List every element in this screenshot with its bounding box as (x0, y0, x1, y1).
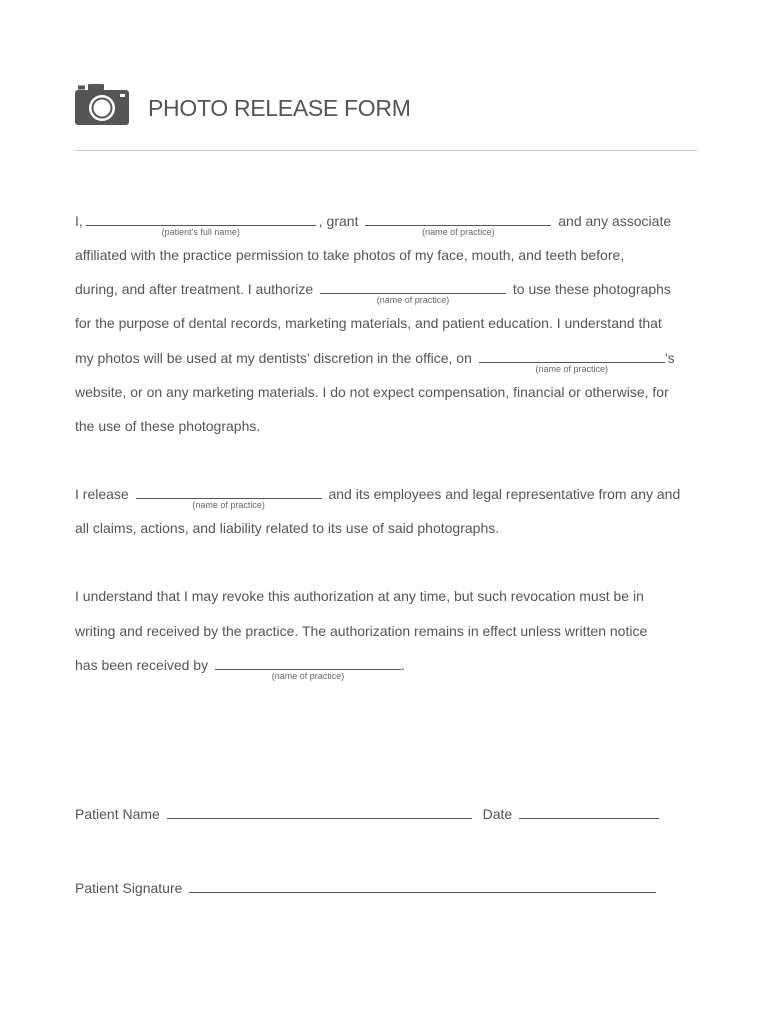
para3-line1: I understand that I may revoke this authorization at any time, but such revocation must be in (75, 588, 644, 604)
patient-signature-field[interactable] (189, 880, 656, 893)
header-divider (75, 150, 698, 151)
date-label: Date (482, 806, 513, 822)
field-hint: (name of practice) (192, 500, 265, 510)
practice-name-blank[interactable] (136, 486, 322, 510)
para1-line4: for the purpose of dental records, marketing materials, and patient education. I understand that (75, 315, 662, 331)
patient-name-label: Patient Name (75, 806, 160, 822)
field-hint: (name of practice) (422, 227, 495, 237)
practice-name-blank[interactable] (365, 213, 551, 237)
para1-line2: affiliated with the practice permission to take photos of my face, mouth, and teeth before, (75, 247, 625, 263)
patient-name-field[interactable] (167, 806, 472, 819)
date-field[interactable] (519, 806, 659, 819)
para3-line2: writing and received by the practice. The authorization remains in effect unless written notice (75, 623, 648, 639)
field-hint: (patient's full name) (161, 227, 240, 237)
para1-line3: during, and after treatment. I authorize (name of practice) to use these photographs (75, 281, 671, 305)
para3-line3: has been received by (name of practice) . (75, 657, 405, 681)
patient-name-row (75, 806, 662, 822)
para1-line5: my photos will be used at my dentists’ discretion in the office, on (name of practice) ’s (75, 350, 675, 374)
para1-line6: website, or on any marketing materials. I do not expect compensation, financial or otherwise, for (75, 384, 669, 400)
practice-name-blank[interactable] (479, 350, 665, 374)
practice-name-blank[interactable] (320, 281, 506, 305)
camera-icon (75, 84, 129, 125)
field-hint: (name of practice) (376, 295, 450, 305)
patient-full-name-blank[interactable] (86, 213, 316, 237)
para2-line2: all claims, actions, and liability related to its use of said photographs. (75, 520, 500, 536)
patient-signature-label: Patient Signature (75, 880, 183, 896)
field-hint: (name of practice) (535, 364, 609, 374)
para1-line1: I, (patient's full name) , grant (name of practice) and any associate (75, 213, 672, 237)
field-hint: (name of practice) (271, 671, 345, 681)
form-header (75, 84, 698, 152)
page-title: PHOTO RELEASE FORM (148, 95, 411, 121)
patient-signature-row (75, 880, 659, 896)
para2-line1: I release (name of practice) and its employees and legal representative from any and (75, 486, 681, 510)
para1-line7: the use of these photographs. (75, 418, 261, 434)
